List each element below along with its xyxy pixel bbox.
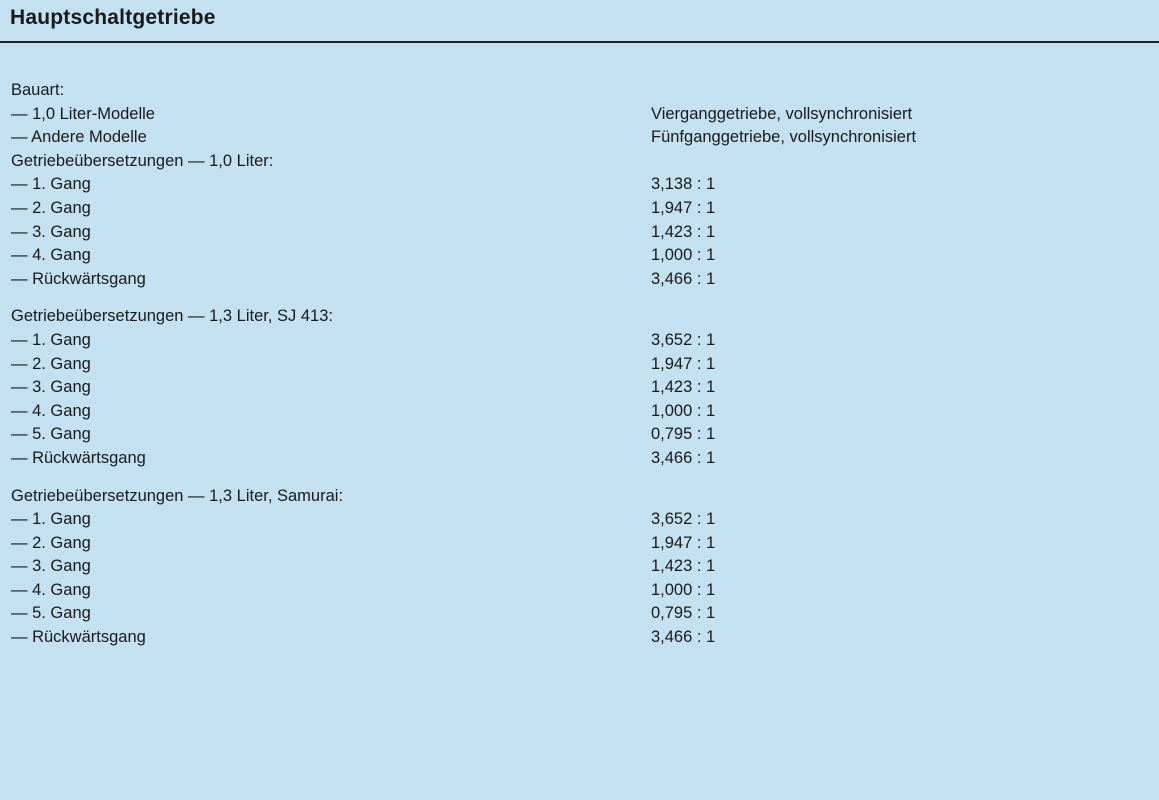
- spec-value: 1,000 : 1: [651, 580, 716, 599]
- spec-label: — Rückwärtsgang: [11, 628, 146, 647]
- spec-label: — 4. Gang: [11, 580, 91, 599]
- spec-row: [11, 508, 1151, 532]
- spec-label: — 1. Gang: [11, 330, 91, 349]
- spec-row: [11, 555, 1151, 579]
- spec-row: [11, 173, 1151, 197]
- spec-label: — 3. Gang: [11, 557, 91, 576]
- spec-row: [11, 447, 1151, 471]
- spec-label: — 2. Gang: [11, 354, 91, 373]
- spec-label: — 1,0 Liter-Modelle: [11, 104, 155, 123]
- spec-row: [11, 197, 1151, 221]
- spec-value: 3,466 : 1: [651, 628, 716, 647]
- spec-row: [11, 353, 1151, 377]
- spec-value: 1,000 : 1: [651, 246, 716, 265]
- spec-label: — 5. Gang: [11, 425, 91, 444]
- spec-value: 1,423 : 1: [651, 378, 716, 397]
- spec-value: 0,795 : 1: [651, 425, 716, 444]
- spec-label: Getriebeübersetzungen — 1,3 Liter, Samurai:: [11, 486, 344, 505]
- spec-value: 1,423 : 1: [651, 222, 716, 241]
- spec-label: — Rückwärtsgang: [11, 448, 146, 467]
- spec-label: Bauart:: [11, 81, 65, 99]
- spec-row: [11, 532, 1151, 556]
- spec-value: 3,652 : 1: [651, 510, 716, 529]
- spec-row: [11, 376, 1151, 400]
- spec-row: [11, 79, 1151, 103]
- spec-row: [11, 329, 1151, 353]
- section-spacer: [11, 471, 1151, 485]
- spec-label: — 5. Gang: [11, 604, 91, 623]
- spec-value: 1,947 : 1: [651, 533, 716, 552]
- spec-value: 1,947 : 1: [651, 198, 716, 217]
- spec-label: Getriebeübersetzungen — 1,3 Liter, SJ 413:: [11, 307, 333, 326]
- spec-row: [11, 221, 1151, 245]
- spec-value: 0,795 : 1: [651, 604, 716, 623]
- spec-row: [11, 150, 1151, 174]
- spec-row: [11, 103, 1151, 127]
- page-title: Hauptschaltgetriebe: [10, 6, 216, 29]
- spec-value: Fünfganggetriebe, vollsynchronisiert: [651, 128, 917, 147]
- spec-label: — 2. Gang: [11, 533, 91, 552]
- spec-row: [11, 423, 1151, 447]
- spec-row: [11, 400, 1151, 424]
- spec-row: [11, 305, 1151, 329]
- spec-list: [11, 79, 1151, 650]
- spec-label: — 1. Gang: [11, 510, 91, 529]
- section-spacer: [11, 291, 1151, 305]
- spec-value: 3,652 : 1: [651, 330, 716, 349]
- spec-label: — 4. Gang: [11, 401, 91, 420]
- spec-row: [11, 602, 1151, 626]
- spec-row: [11, 244, 1151, 268]
- spec-value: Vierganggetriebe, vollsynchronisiert: [651, 104, 913, 123]
- spec-label: — 3. Gang: [11, 378, 91, 397]
- spec-value: 1,947 : 1: [651, 354, 716, 373]
- spec-value: 3,466 : 1: [651, 269, 716, 288]
- spec-label: — Rückwärtsgang: [11, 269, 146, 288]
- title-divider: [0, 41, 1159, 43]
- spec-value: 3,466 : 1: [651, 448, 716, 467]
- spec-row: [11, 126, 1151, 150]
- spec-row: [11, 485, 1151, 509]
- spec-row: [11, 268, 1151, 292]
- spec-label: — Andere Modelle: [11, 128, 147, 147]
- spec-label: — 1. Gang: [11, 175, 91, 194]
- spec-value: 1,423 : 1: [651, 557, 716, 576]
- spec-label: — 2. Gang: [11, 198, 91, 217]
- spec-value: 3,138 : 1: [651, 175, 716, 194]
- spec-label: — 3. Gang: [11, 222, 91, 241]
- spec-row: [11, 579, 1151, 603]
- spec-row: [11, 626, 1151, 650]
- spec-label: — 4. Gang: [11, 246, 91, 265]
- spec-label: Getriebeübersetzungen — 1,0 Liter:: [11, 151, 274, 170]
- spec-value: 1,000 : 1: [651, 401, 716, 420]
